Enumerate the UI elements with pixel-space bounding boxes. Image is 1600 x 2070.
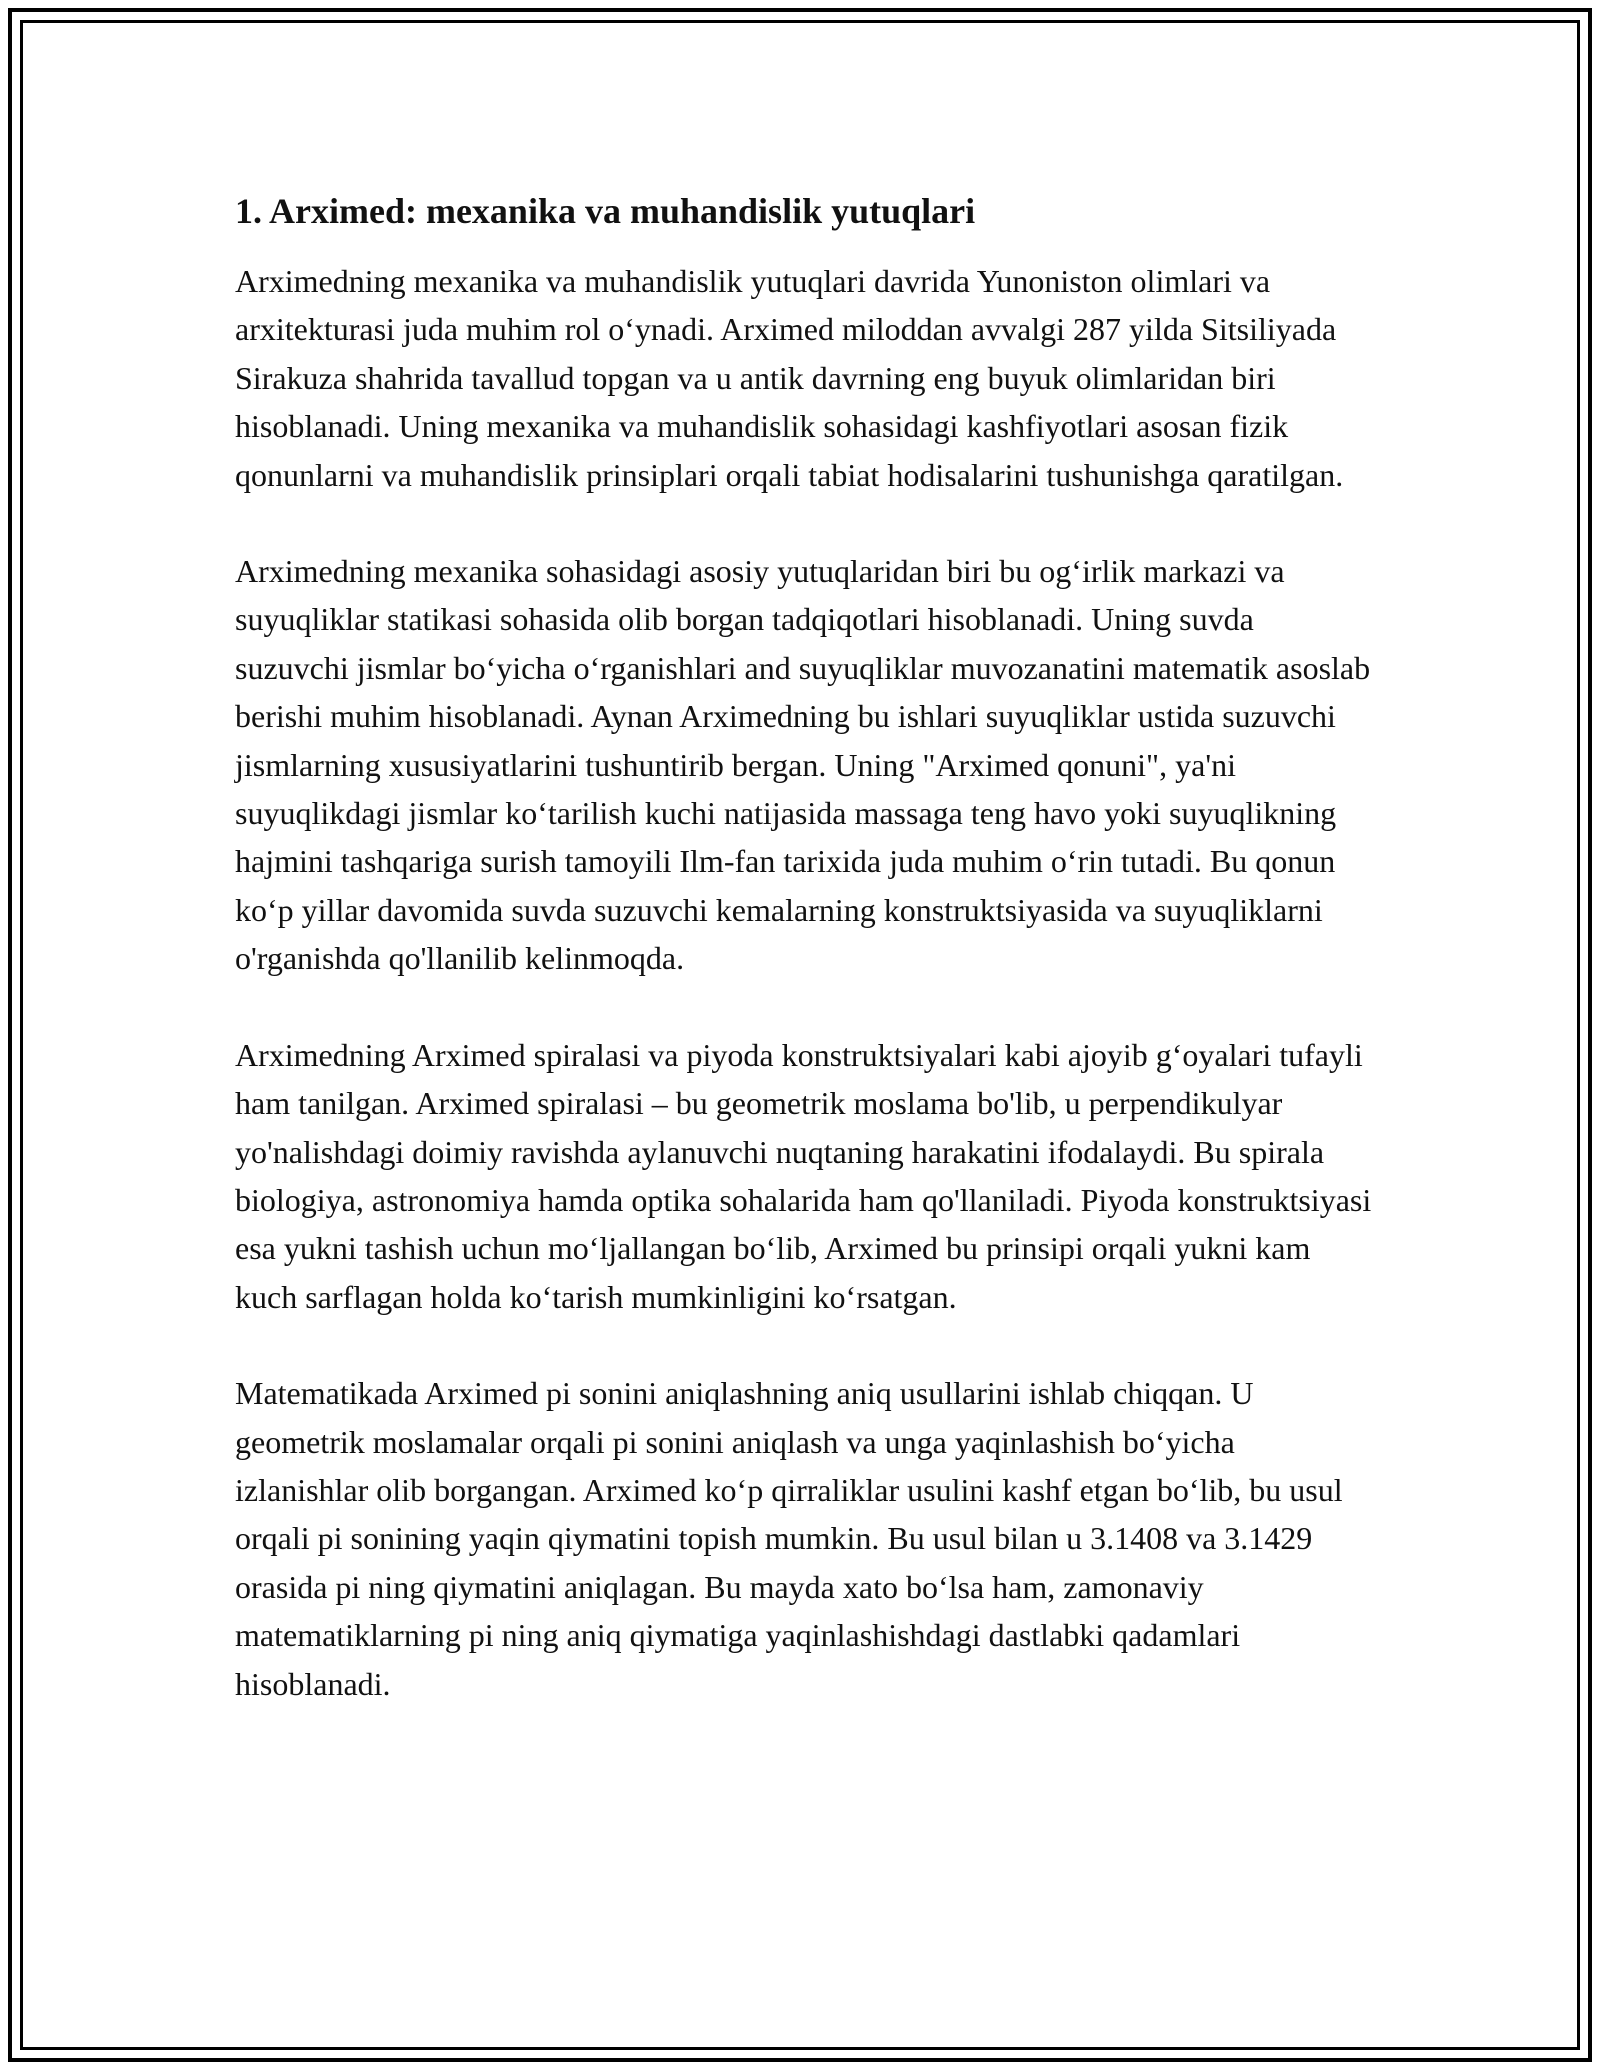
document-body bbox=[235, 185, 1375, 1756]
section-heading: 1. Arximed: mexanika va muhandislik yutuqlari bbox=[235, 191, 976, 231]
paragraph-2: Arximedning mexanika sohasidagi asosiy yutuqlaridan biri bu ogʻirlik markazi va suyuqliklar statikasi sohasida olib borgan tadqiqotlari hisoblanadi. Uning suvda suzuvchi jismlar boʻyicha oʻrganishlari and suyuqliklar muvozanatini matematik asoslab berishi muhim hisoblanadi. Aynan Arximedning bu ishlari suyuqliklar ustida suzuvchi jismlarning xususiyatlarini tushuntirib bergan. Uning "Arximed qonuni", ya'ni suyuqlikdagi jismlar koʻtarilish kuchi natijasida massaga teng havo yoki suyuqlikning hajmini tashqariga surish tamoyili Ilm-fan tarixida juda muhim oʻrin tutadi. Bu qonun koʻp yillar davomida suvda suzuvchi kemalarning konstruktsiyasida va suyuqliklarni o'rganishda qo'llanilib kelinmoqda. bbox=[235, 553, 1371, 977]
paragraph-4: Matematikada Arximed pi sonini aniqlashning aniq usullarini ishlab chiqqan. U geometrik moslamalar orqali pi sonini aniqlash va unga yaqinlashish boʻyicha izlanishlar olib borgangan. Arximed koʻp qirraliklar usulini kashf etgan boʻlib, bu usul orqali pi sonining yaqin qiymatini topish mumkin. Bu usul bilan u 3.1408 va 3.1429 orasida pi ning qiymatini aniqlagan. Bu mayda xato boʻlsa ham, zamonaviy matematiklarning pi ning aniq qiymatiga yaqinlashishdagi dastlabki qadamlari hisoblanadi. bbox=[235, 1375, 1343, 1702]
paragraph-1: Arximedning mexanika va muhandislik yutuqlari davrida Yunoniston olimlari va arxitekturasi juda muhim rol oʻynadi. Arximed miloddan avvalgi 287 yilda Sitsiliyada Sirakuza shahrida tavallud topgan va u antik davrning eng buyuk olimlaridan biri hisoblanadi. Uning mexanika va muhandislik sohasidagi kashfiyotlari asosan fizik qonunlarni va muhandislik prinsiplari orqali tabiat hodisalarini tushunishga qaratilgan. bbox=[235, 263, 1344, 493]
paragraph-3: Arximedning Arximed spiralasi va piyoda konstruktsiyalari kabi ajoyib gʻoyalari tufayli ham tanilgan. Arximed spiralasi – bu geometrik moslama bo'lib, u perpendikulyar yo'nalishdagi doimiy ravishda aylanuvchi nuqtaning harakatini ifodalaydi. Bu spirala biologiya, astronomiya hamda optika sohalarida ham qo'llaniladi. Piyoda konstruktsiyasi esa yukni tashish uchun moʻljallangan boʻlib, Arximed bu prinsipi orqali yukni kam kuch sarflagan holda koʻtarish mumkinligini koʻrsatgan. bbox=[235, 1036, 1372, 1315]
